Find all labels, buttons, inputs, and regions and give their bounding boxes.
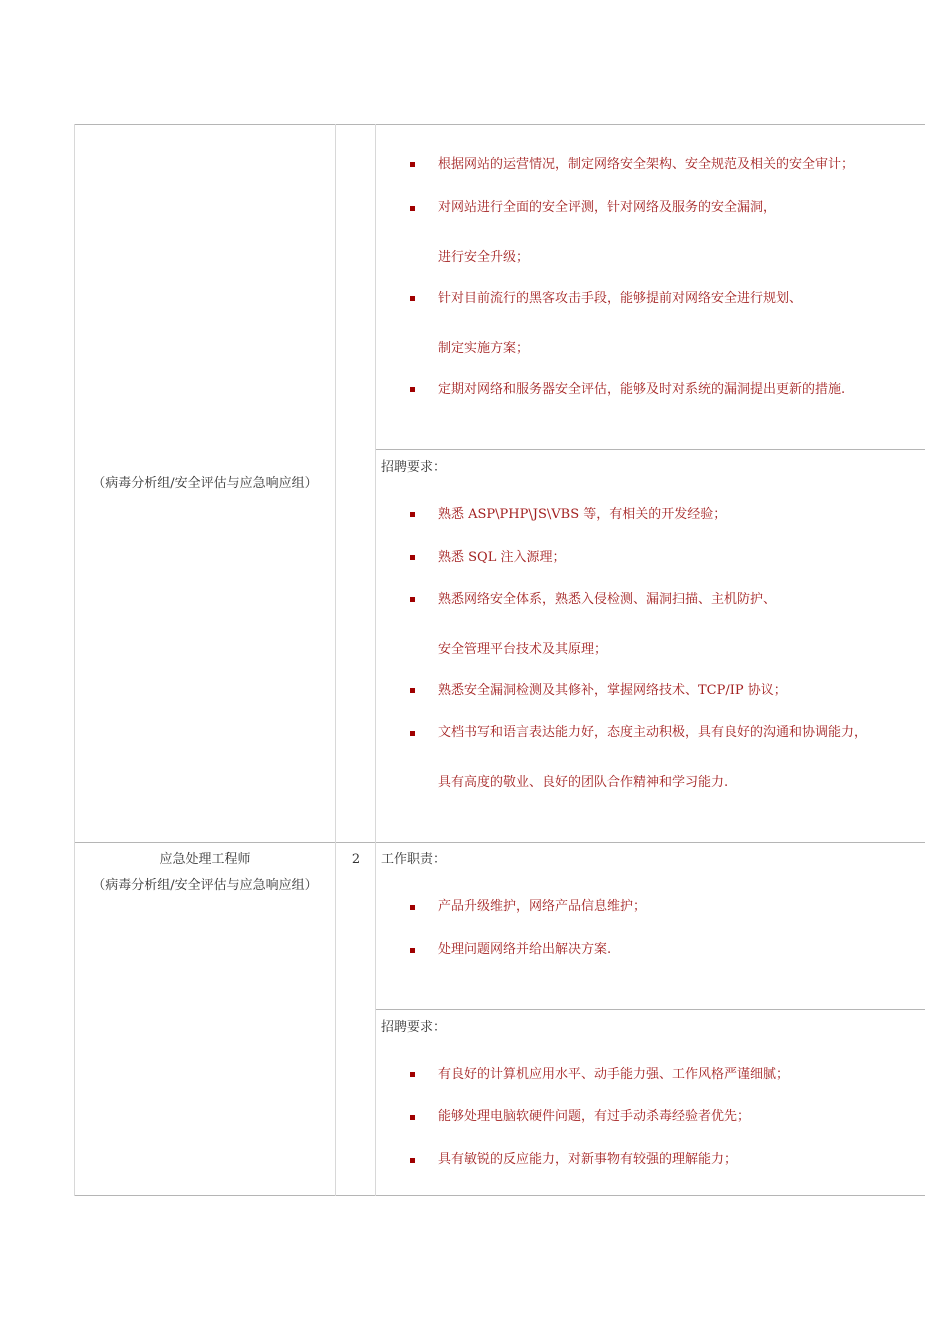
requirements-heading: 招聘要求： (381, 460, 447, 475)
list-item: 熟悉 SQL 注入源理； (438, 550, 566, 565)
list-item: 产品升级维护，网络产品信息维护； (438, 899, 647, 914)
headcount: 2 (351, 852, 361, 867)
list-item: 熟悉网络安全体系，熟悉入侵检测、漏洞扫描、主机防护、 (438, 592, 777, 607)
bullet-icon (410, 948, 415, 953)
bullet-icon (410, 296, 415, 301)
list-item-continuation: 安全管理平台技术及其原理； (438, 642, 608, 657)
bullet-icon (410, 387, 415, 392)
bullet-icon (410, 512, 415, 517)
list-item: 具有敏锐的反应能力，对新事物有较强的理解能力； (438, 1152, 738, 1167)
list-item: 根据网站的运营情况，制定网络安全架构、安全规范及相关的安全审计； (438, 157, 855, 172)
bullet-icon (410, 688, 415, 693)
row2-section-divider (376, 1009, 925, 1010)
requirements-heading: 招聘要求： (381, 1020, 447, 1035)
list-item: 文档书写和语言表达能力好，态度主动积极，具有良好的沟通和协调能力， (438, 725, 868, 740)
bullet-icon (410, 162, 415, 167)
list-item: 熟悉安全漏洞检测及其修补，掌握网络技术、TCP/IP 协议； (438, 683, 787, 698)
table-left-rule (74, 124, 75, 1196)
bullet-icon (410, 597, 415, 602)
list-item: 针对目前流行的黑客攻击手段，能够提前对网络安全进行规划、 (438, 291, 803, 306)
column-divider-2 (375, 124, 376, 1196)
bullet-icon (410, 206, 415, 211)
list-item: 能够处理电脑软硬件问题，有过手动杀毒经验者优先； (438, 1109, 751, 1124)
list-item: 对网站进行全面的安全评测，针对网络及服务的安全漏洞， (438, 200, 777, 215)
bullet-icon (410, 1072, 415, 1077)
bullet-icon (410, 1158, 415, 1163)
list-item-continuation: 进行安全升级； (438, 250, 530, 265)
table-bottom-rule (74, 1195, 925, 1196)
role-title: 应急处理工程师 (159, 852, 251, 867)
role-subtitle: （病毒分析组/安全评估与应急响应组） (92, 476, 318, 491)
row1-section-divider (376, 449, 925, 450)
bullet-icon (410, 555, 415, 560)
list-item: 熟悉 ASP\PHP\JS\VBS 等，有相关的开发经验； (438, 507, 727, 522)
duties-heading: 工作职责： (381, 852, 447, 867)
column-divider-1 (335, 124, 336, 1196)
bullet-icon (410, 731, 415, 736)
list-item-continuation: 具有高度的敬业、良好的团队合作精神和学习能力. (438, 775, 729, 790)
bullet-icon (410, 905, 415, 910)
list-item: 定期对网络和服务器安全评估，能够及时对系统的漏洞提出更新的措施. (438, 382, 846, 397)
row-divider (74, 842, 925, 843)
list-item-continuation: 制定实施方案； (438, 341, 530, 356)
list-item: 有良好的计算机应用水平、动手能力强、工作风格严谨细腻； (438, 1067, 790, 1082)
table-top-rule (74, 124, 925, 125)
role-subtitle: （病毒分析组/安全评估与应急响应组） (92, 878, 318, 893)
list-item: 处理问题网络并给出解决方案. (438, 942, 612, 957)
bullet-icon (410, 1115, 415, 1120)
